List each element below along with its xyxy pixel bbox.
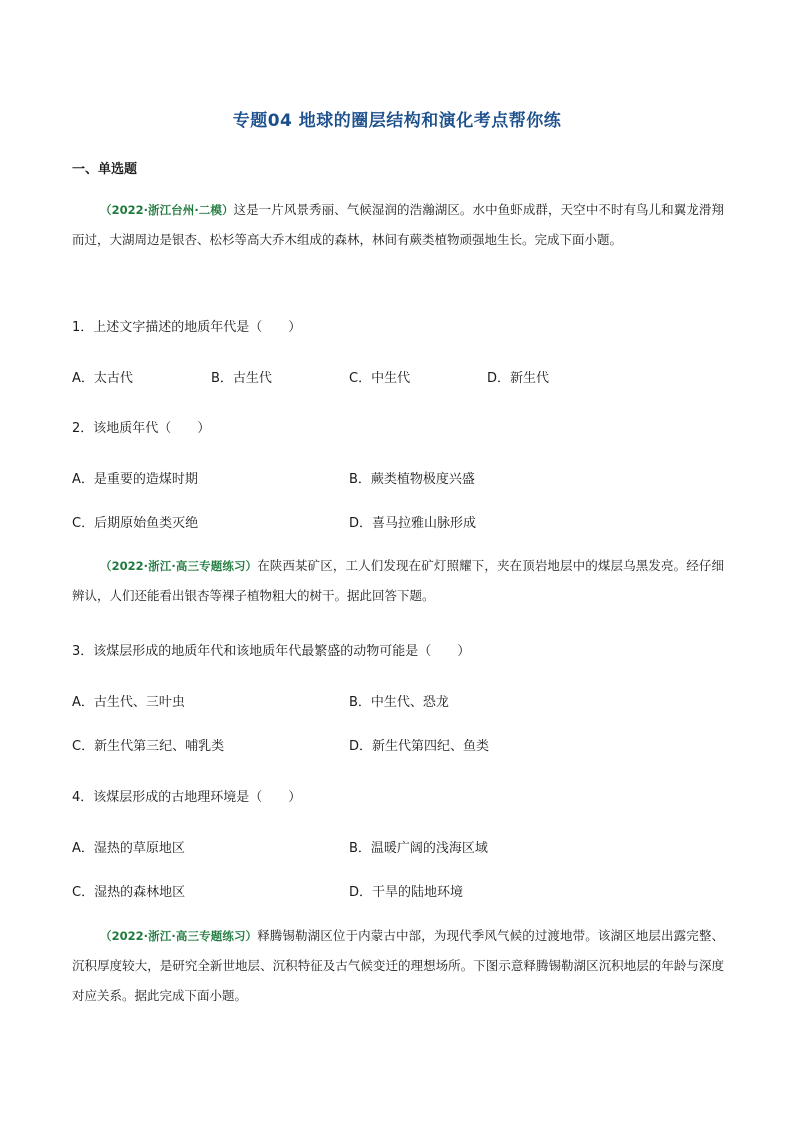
question-1-option-a[interactable]: A．太古代 [72, 371, 133, 386]
passage-1-source: （2022·浙江台州·二模） [100, 203, 234, 217]
passage-3-source: （2022·浙江·高三专题练习） [100, 929, 258, 943]
passage-3-text: 释腾锡勒湖区位于内蒙古中部，为现代季风气候的过渡地带。该湖区地层出露完整、沉积厚度较大，是研究全新世地层、沉积特征及古气候变迁的理想场所。下图示意释腾锡勒湖区沉积地层的年龄与深度对应关系。据此完成下面小题。 [72, 928, 724, 1003]
question-1-option-c[interactable]: C．中生代 [349, 371, 411, 386]
question-1-option-d[interactable]: D．新生代 [487, 371, 550, 386]
question-1-option-b[interactable]: B．古生代 [211, 371, 272, 386]
question-1-stem: 1．上述文字描述的地质年代是（ ） [72, 320, 302, 335]
section-heading: 一、单选题 [72, 162, 138, 177]
question-4-option-d[interactable]: D．干旱的陆地环境 [349, 885, 464, 900]
question-2-option-a[interactable]: A．是重要的造煤时期 [72, 472, 198, 487]
question-4-option-c[interactable]: C．湿热的森林地区 [72, 885, 186, 900]
question-2-stem: 2．该地质年代（ ） [72, 421, 211, 436]
passage-1-text: 这是一片风景秀丽、气候湿润的浩瀚湖区。水中鱼虾成群，天空中不时有鸟儿和翼龙滑翔而过，大湖周边是银杏、松杉等高大乔木组成的森林，林间有蕨类植物顽强地生长。完成下面小题。 [72, 202, 724, 247]
question-3-option-d[interactable]: D．新生代第四纪、鱼类 [349, 739, 490, 754]
passage-2-source: （2022·浙江·高三专题练习） [100, 559, 258, 573]
question-2-option-c[interactable]: C．后期原始鱼类灭绝 [72, 516, 199, 531]
passage-1 [72, 195, 724, 255]
passage-3 [72, 921, 724, 1011]
question-3-option-b[interactable]: B．中生代、恐龙 [349, 695, 449, 710]
question-3-stem: 3．该煤层形成的地质年代和该地质年代最繁盛的动物可能是（ ） [72, 644, 471, 659]
question-2-option-d[interactable]: D．喜马拉雅山脉形成 [349, 516, 477, 531]
page-title: 专题04 地球的圈层结构和演化考点帮你练 [232, 111, 562, 131]
question-3-option-a[interactable]: A．古生代、三叶虫 [72, 695, 185, 710]
question-4-option-b[interactable]: B．温暖广阔的浅海区域 [349, 841, 488, 856]
question-4-stem: 4．该煤层形成的古地理环境是（ ） [72, 790, 302, 805]
passage-2 [72, 551, 724, 611]
question-3-option-c[interactable]: C．新生代第三纪、哺乳类 [72, 739, 225, 754]
passage-2-text: 在陕西某矿区，工人们发现在矿灯照耀下，夹在顶岩地层中的煤层乌黑发亮。经仔细辨认，人们还能看出银杏等裸子植物粗大的树干。据此回答下题。 [72, 558, 724, 603]
question-4-option-a[interactable]: A．湿热的草原地区 [72, 841, 185, 856]
question-2-option-b[interactable]: B．蕨类植物极度兴盛 [349, 472, 475, 487]
